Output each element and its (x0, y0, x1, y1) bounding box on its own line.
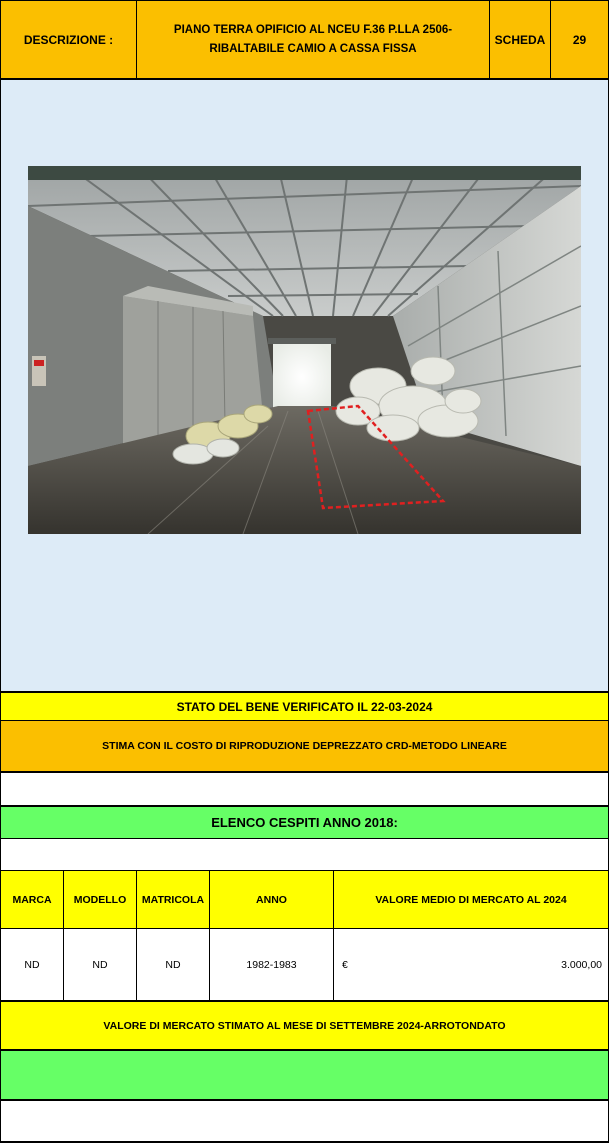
elenco-row: ELENCO CESPITI ANNO 2018: (1, 807, 608, 839)
header-matricola: MATRICOLA (137, 871, 210, 928)
valore-amount: 3.000,00 (561, 958, 602, 971)
table-header-row (1, 871, 608, 929)
warehouse-photo (28, 166, 581, 534)
cell-anno: 1982-1983 (210, 929, 334, 1000)
header-row (1, 0, 608, 80)
currency-symbol: € (342, 958, 348, 971)
blank-row-3 (1, 1101, 608, 1143)
table-row (1, 929, 608, 1002)
valore-stimato-row: VALORE DI MERCATO STIMATO AL MESE DI SETTEMBRE 2024-ARROTONDATO (1, 1002, 608, 1051)
cell-valore (334, 929, 608, 1000)
warehouse-photo-illustration (28, 166, 581, 534)
header-modello: MODELLO (64, 871, 137, 928)
header-valore: VALORE MEDIO DI MERCATO AL 2024 (375, 893, 567, 906)
valore-result-row (1, 1051, 608, 1101)
cell-matricola: ND (137, 929, 210, 1000)
scheda-number: 29 (572, 32, 587, 47)
description-line-1: PIANO TERRA OPIFICIO AL NCEU F.36 P.LLA 2506- (173, 23, 453, 36)
description-line-2: RIBALTABILE CAMIO A CASSA FISSA (209, 42, 417, 55)
header-marca: MARCA (1, 871, 64, 928)
description-text (137, 1, 490, 78)
description-label: DESCRIZIONE : (1, 1, 137, 78)
cell-modello: ND (64, 929, 137, 1000)
header-anno: ANNO (210, 871, 334, 928)
stima-row: STIMA CON IL COSTO DI RIPRODUZIONE DEPREZZATO CRD-METODO LINEARE (1, 721, 608, 773)
scheda-label: SCHEDA (490, 1, 551, 78)
blank-row-1 (1, 773, 608, 807)
blank-row-2 (1, 839, 608, 871)
photo-area (1, 80, 608, 691)
stato-row: STATO DEL BENE VERIFICATO IL 22-03-2024 (1, 691, 608, 721)
cell-marca: ND (1, 929, 64, 1000)
